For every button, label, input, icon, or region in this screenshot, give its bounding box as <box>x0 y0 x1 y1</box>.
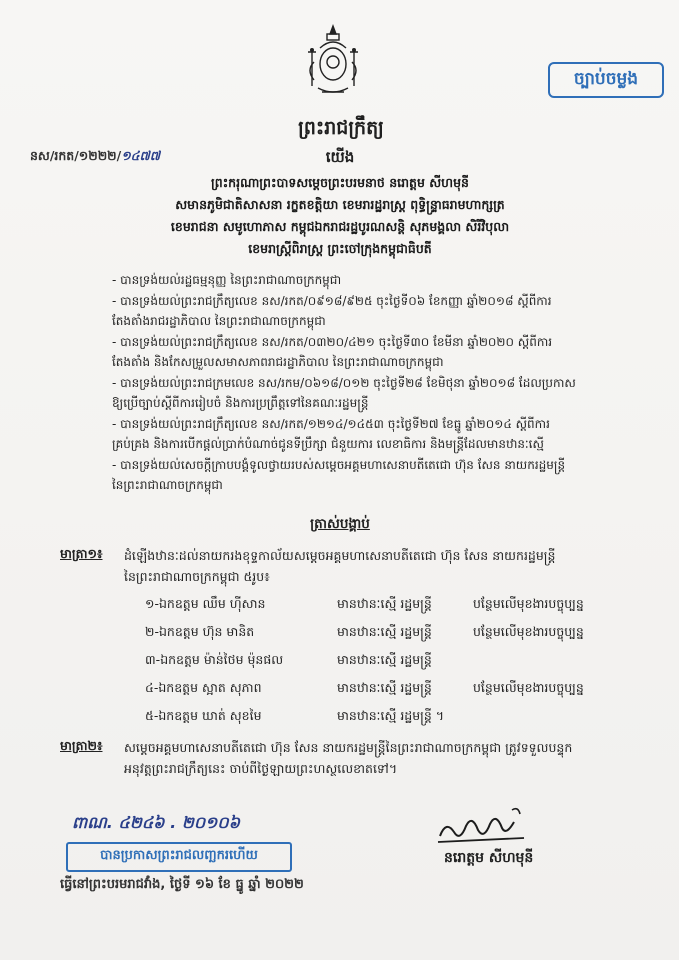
copy-stamp: ច្បាប់ចម្លង <box>548 62 664 98</box>
article-2-text-line-2: អនុវត្តព្រះរាជក្រឹត្យនេះ ចាប់ពីថ្ងៃឡាយព្រះហស្ថលេខាតទៅ។ <box>124 761 398 776</box>
member-note: បន្ថែមលើមុខងារបច្ចុប្បន្ន <box>473 624 584 639</box>
registration-stamp: បានប្រកាសព្រះរាជលញ្ឆករហើយ <box>66 842 292 872</box>
member-note: បន្ថែមលើមុខងារបច្ចុប្បន្ន <box>473 596 584 611</box>
article-1-text-line-2: នៃព្រះរាជាណាចក្រកម្ពុជា ៥រូប៖ <box>124 569 270 584</box>
king-title-line-4: ខេមរាស្ត្រីពិរាស្ត្រ ព្រះចៅក្រុងកម្ពុជាធិបតី <box>248 241 432 256</box>
reference-number <box>30 148 160 167</box>
we-heading: យើង <box>325 148 355 166</box>
article-1-text-line-1: ដំឡើងឋានៈដល់នាយករងខុទ្ទកាល័យសម្តេចអគ្គមហាសេនាបតីតេជោ ហ៊ុន សែន នាយករដ្ឋមន្ត្រី <box>124 548 556 563</box>
member-rank: មានឋានៈស្មើ រដ្ឋមន្ត្រី <box>337 652 432 667</box>
member-rank: មានឋានៈស្មើ រដ្ឋមន្ត្រី <box>337 596 432 611</box>
decree-heading: ត្រាស់បង្គាប់ <box>310 516 370 532</box>
consideration-line: គ្រប់គ្រង និងការបើកផ្តល់ប្រាក់បំណាច់ជូនទីប្រឹក្សា ជំនួយការ លេខាធិការ និងមន្ត្រីដែលមានឋានៈស្មើ <box>112 437 544 451</box>
reference-prefix: នស/រកត/១២២២/ <box>30 148 122 163</box>
member-name: ៤-ឯកឧត្តម ស្អាត សុភាព <box>145 680 262 695</box>
consideration-line: តែងតាំង និងកែសម្រួលសមាសភាពរាជរដ្ឋាភិបាល នៃព្រះរាជាណាចក្រកម្ពុជា <box>112 355 444 369</box>
king-title-line-1: ព្រះករុណាព្រះបាទសម្តេចព្រះបរមនាថ នរោត្តម សីហមុនី <box>211 175 469 190</box>
considerations-list <box>112 270 652 496</box>
signer-name: នរោត្តម សីហមុនី <box>444 850 534 866</box>
place-and-date: ធ្វើនៅព្រះបរមរាជវាំង, ថ្ងៃទី ១៦ ខែ ធ្នូ ឆ្នាំ ២០២២ <box>60 877 304 892</box>
member-row <box>145 596 645 620</box>
consideration-line: ឱ្យប្រើច្បាប់ស្តីពីការរៀបចំ និងការប្រព្រឹត្តទៅនៃគណៈរដ្ឋមន្ត្រី <box>112 396 369 410</box>
king-title-line-2: សមានភូមិជាតិសាសនា រក្ខតខត្តិយា ខេមរារដ្ឋរាស្ត្រ ពុទ្ធិន្ទ្រាធរាមហាក្សត្រ <box>175 197 505 212</box>
member-rank: មានឋានៈស្មើ រដ្ឋមន្ត្រី ។ <box>337 708 445 723</box>
consideration-line: - បានទ្រង់យល់ព្រះរាជក្រឹត្យលេខ នស/រកត/០៩១៨/៩២៥ ចុះថ្ងៃទី០៦ ខែកញ្ញា ឆ្នាំ២០១៨ ស្តីពីការ <box>112 293 552 308</box>
royal-signature <box>432 802 532 850</box>
member-name: ១-ឯកឧត្តម ឈឹម ហ៊ីសាន <box>145 596 266 611</box>
member-rank: មានឋានៈស្មើ រដ្ឋមន្ត្រី <box>337 680 432 695</box>
royal-emblem-icon <box>300 22 366 102</box>
member-row <box>145 624 645 648</box>
article-2-label: មាត្រា២៖ <box>60 738 103 753</box>
article-1-label: មាត្រា១៖ <box>60 546 103 561</box>
consideration-line: - បានទ្រង់យល់ព្រះរាជក្រឹត្យលេខ នស/រកត/១២១៤/១៤៥៣ ចុះថ្ងៃទី២៧ ខែធ្នូ ឆ្នាំ២០១៤ ស្តីពីការ <box>112 416 550 431</box>
consideration-line: តែងតាំងរាជរដ្ឋាភិបាល នៃព្រះរាជាណាចក្រកម្ពុជា <box>112 314 326 328</box>
consideration-line: - បានទ្រង់យល់រដ្ឋធម្មនុញ្ញ នៃព្រះរាជាណាចក្រកម្ពុជា <box>112 273 342 287</box>
member-name: ៣-ឯកឧត្តម ម៉ាន់ថៃម ម៉ុនផល <box>145 652 284 667</box>
member-note: បន្ថែមលើមុខងារបច្ចុប្បន្ន <box>473 680 584 695</box>
member-rank: មានឋានៈស្មើ រដ្ឋមន្ត្រី <box>337 624 432 639</box>
consideration-line: - បានទ្រង់យល់ព្រះរាជក្រឹត្យលេខ នស/រកត/០៣២០/៤២១ ចុះថ្ងៃទី៣០ ខែមីនា ឆ្នាំ២០២០ ស្តីពីការ <box>112 334 553 349</box>
member-name: ៥-ឯកឧត្តម ឃាត់ សុខមៃ <box>145 708 262 723</box>
consideration-line: - បានទ្រង់យល់សេចក្តីក្រាបបង្គំទូលថ្វាយរបស់សម្តេចអគ្គមហាសេនាបតីតេជោ ហ៊ុន សែន នាយករដ្ឋមន្ត្រី <box>112 457 566 472</box>
king-title-line-3: ខេមរាជនា សមូហោភាស កម្ពុជឯករាជរដ្ឋបូរណសន្តិ សុភមង្គលា សិរីវិបុលា <box>170 219 510 234</box>
consideration-line: - បានទ្រង់យល់ព្រះរាជក្រមលេខ នស/រកម/០៦១៨/០១២ ចុះថ្ងៃទី២៨ ខែមិថុនា ឆ្នាំ២០១៨ ដែលប្រកាស <box>112 375 576 390</box>
member-name: ២-ឯកឧត្តម ហ៊ុន មានិត <box>145 624 255 639</box>
document-title: ព្រះរាជក្រឹត្យ <box>298 117 384 139</box>
member-row <box>145 680 645 704</box>
member-row <box>145 708 645 732</box>
reference-handwritten: ១៤៧៧ <box>121 148 161 163</box>
consideration-line: នៃព្រះរាជាណាចក្រកម្ពុជា <box>112 478 223 492</box>
article-2-text-line-1: សម្តេចអគ្គមហាសេនាបតីតេជោ ហ៊ុន សែន នាយករដ្ឋមន្ត្រីនៃព្រះរាជាណាចក្រកម្ពុជា ត្រូវទទួលបន្ទុក <box>124 740 573 755</box>
handwritten-registration: ពាណ. ៤២៤៦ . ២០១០៦ <box>72 813 240 832</box>
member-row <box>145 652 645 676</box>
